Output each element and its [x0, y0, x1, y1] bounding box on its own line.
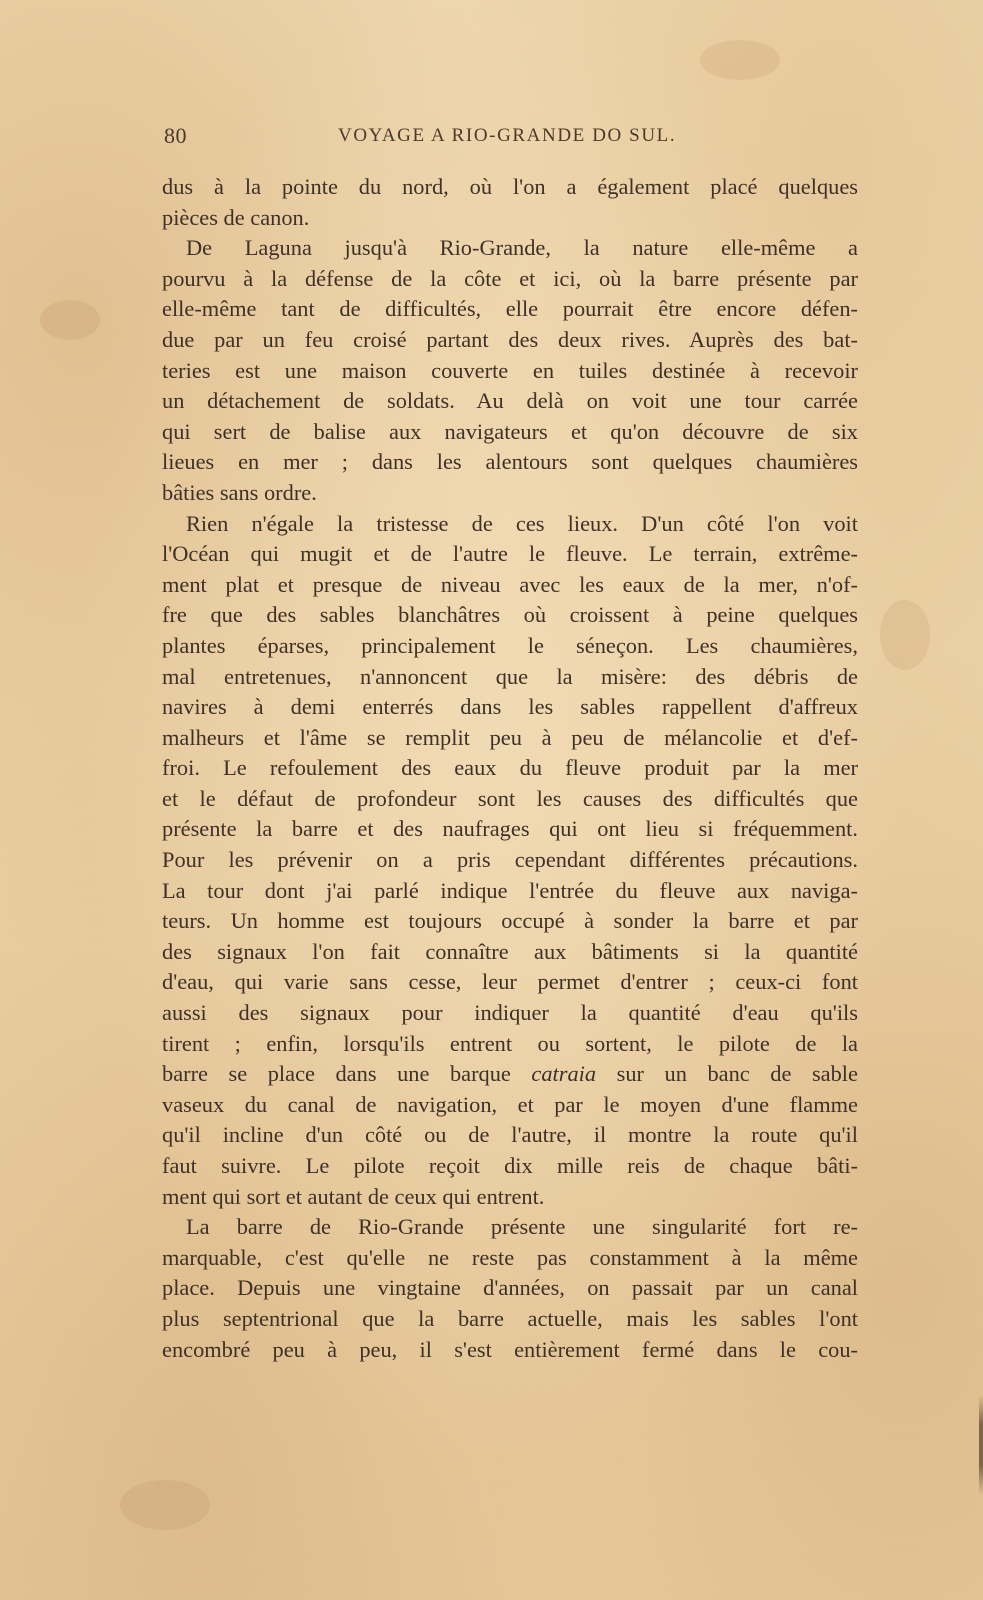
text-line: pièces de canon. [162, 204, 310, 230]
paper-stain [700, 40, 780, 80]
text-segment: sur un banc de sable [616, 1061, 858, 1087]
text-line: La barre de Rio-Grande présente une singularité fort re- [186, 1214, 858, 1240]
text-line: qui sert de balise aux navigateurs et qu'on découvre de six [162, 418, 858, 444]
text-line: aussi des signaux pour indiquer la quantité d'eau qu'ils [162, 1000, 858, 1026]
text-line: un détachement de soldats. Au delà on voit une tour carrée [162, 388, 858, 414]
paper-stain [40, 300, 100, 340]
text-line: et le défaut de profondeur sont les causes des difficultés que [162, 785, 858, 811]
text-line: Pour les prévenir on a pris cependant différentes précautions. [162, 847, 858, 873]
text-line-with-italic [162, 1059, 858, 1090]
text-segment: barre se place dans une barque [162, 1061, 511, 1087]
text-line: l'Océan qui mugit et de l'autre le fleuve. Le terrain, extrême- [162, 541, 858, 567]
text-line: des signaux l'on fait connaître aux bâtiments si la quantité [162, 938, 858, 964]
page-edge-shadow [979, 1395, 983, 1495]
text-line: place. Depuis une vingtaine d'années, on passait par un canal [162, 1275, 858, 1301]
text-line: tirent ; enfin, lorsqu'ils entrent ou sortent, le pilote de la [162, 1030, 858, 1056]
text-line: plus septentrional que la barre actuelle, mais les sables l'ont [162, 1305, 858, 1331]
text-line: plantes éparses, principalement le séneçon. Les chaumières, [162, 632, 858, 658]
text-line: faut suivre. Le pilote reçoit dix mille reis de chaque bâti- [162, 1153, 858, 1178]
text-line: lieues en mer ; dans les alentours sont quelques chaumières [162, 449, 858, 475]
text-line: De Laguna jusqu'à Rio-Grande, la nature elle-même a [186, 235, 858, 261]
text-line: navires à demi enterrés dans les sables rappellent d'affreux [162, 694, 858, 720]
text-line: Rien n'égale la tristesse de ces lieux. D'un côté l'on voit [186, 510, 858, 536]
page-header [164, 121, 864, 151]
text-line: ment qui sort et autant de ceux qui entrent. [162, 1183, 545, 1209]
text-line: fre que des sables blanchâtres où croissent à peine quelques [162, 602, 858, 628]
text-line: pourvu à la défense de la côte et ici, où la barre présente par [162, 265, 858, 291]
italic-term: catraia [531, 1061, 597, 1087]
text-line: malheurs et l'âme se remplit peu à peu de mélancolie et d'ef- [162, 724, 858, 750]
text-line: dus à la pointe du nord, où l'on a également placé quelques [162, 174, 858, 199]
paper-stain [120, 1480, 210, 1530]
text-line: ment plat et presque de niveau avec les eaux de la mer, n'of- [162, 571, 858, 597]
text-line: elle-même tant de difficultés, elle pourrait être encore défen- [162, 296, 858, 322]
text-line: marquable, c'est qu'elle ne reste pas constamment à la même [162, 1244, 858, 1270]
text-line: mal entretenues, n'annoncent que la misère: des débris de [162, 663, 858, 689]
text-line: teurs. Un homme est toujours occupé à sonder la barre et par [162, 908, 858, 934]
text-line: qu'il incline d'un côté ou de l'autre, il montre la route qu'il [162, 1122, 858, 1148]
text-line: vaseux du canal de navigation, et par le moyen d'une flamme [162, 1091, 858, 1117]
text-line: La tour dont j'ai parlé indique l'entrée du fleuve aux naviga- [162, 877, 858, 903]
text-line: teries est une maison couverte en tuiles destinée à recevoir [162, 357, 858, 383]
text-line: bâties sans ordre. [162, 479, 317, 505]
text-line: présente la barre et des naufrages qui ont lieu si fréquemment. [162, 816, 858, 842]
page-number: 80 [164, 123, 187, 148]
text-line: encombré peu à peu, il s'est entièrement fermé dans le cou- [162, 1336, 858, 1362]
running-title: VOYAGE A RIO-GRANDE DO SUL. [338, 125, 677, 146]
text-line: d'eau, qui varie sans cesse, leur permet d'entrer ; ceux-ci font [162, 969, 858, 995]
text-line: froi. Le refoulement des eaux du fleuve produit par la mer [162, 755, 858, 781]
page-body [162, 172, 858, 1365]
text-line: due par un feu croisé partant des deux rives. Auprès des bat- [162, 326, 858, 352]
paper-stain [880, 600, 930, 670]
